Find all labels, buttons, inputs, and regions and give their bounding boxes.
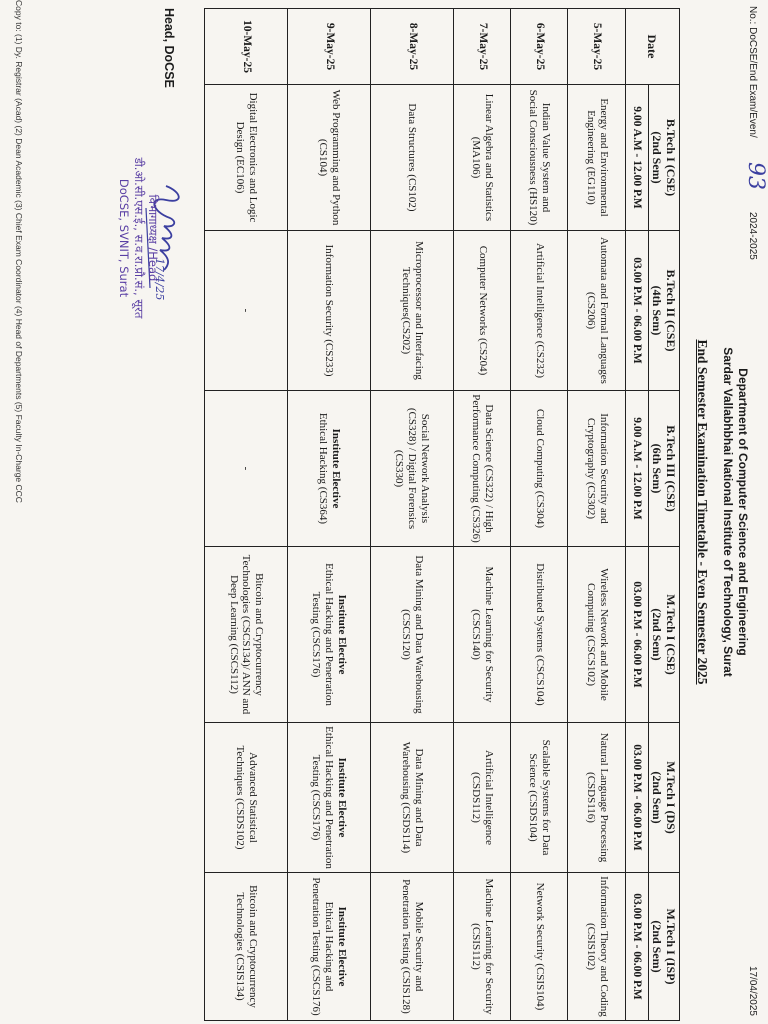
- course-cell: [288, 547, 371, 723]
- course-cell: Energy and Environmental Engineering (EG110): [568, 85, 625, 231]
- course-cell: Natural Language Processing (CSDS116): [568, 723, 625, 873]
- program-name: M.Tech I (DS): [664, 761, 678, 834]
- course-cell: Distributed Systems (CSCS104): [511, 547, 568, 723]
- course-cell: [288, 873, 371, 1021]
- elective-heading: Institute Elective: [336, 757, 349, 838]
- course-cell: Digital Electronics and Logic Design (EC106): [205, 85, 288, 231]
- copy-to-footer: Copy to: (1) Dy. Registrar (Acad) (2) Dean Academic (3) Chief Exam Coordinator (4) Head of Departments (5) Faculty In-Charge CCC: [14, 0, 24, 503]
- course-cell: -: [205, 231, 288, 391]
- course-cell: Network Security (CSIS104): [511, 873, 568, 1021]
- column-header: [648, 873, 679, 1021]
- course-cell: Data Science (CS322) / High Performance Computing (CS326): [453, 391, 510, 547]
- course-name: Ethical Hacking and Penetration Testing (CSCS176): [310, 877, 336, 1016]
- program-name: B.Tech I (CSE): [664, 118, 678, 197]
- course-cell: Information Theory and Coding (CSIS102): [568, 873, 625, 1021]
- course-cell: Artificial Intelligence (CS232): [511, 231, 568, 391]
- exam-date: 6-May-25: [511, 9, 568, 85]
- handwritten-reference-number: 93: [743, 162, 768, 190]
- exam-date: 9-May-25: [288, 9, 371, 85]
- course-name: Ethical Hacking and Penetration Testing (CSCS176): [310, 563, 336, 706]
- elective-heading: Institute Elective: [336, 594, 349, 675]
- course-cell: Artificial Intelligence (CSDS112): [453, 723, 510, 873]
- course-cell: Data Mining and Data Warehousing (CSCS120): [370, 547, 453, 723]
- reference-number: No.: DoCSE/End Exam/Even/: [747, 6, 758, 138]
- course-cell: Information Security and Cryptography (CS302): [568, 391, 625, 547]
- course-cell: Bitcoin and Cryptocurrency Technologies (CSIS134): [205, 873, 288, 1021]
- course-cell: Advanced Statistical Techniques (CSDS102): [205, 723, 288, 873]
- semester-label: (2nd Sem): [649, 131, 664, 184]
- timetable-title: End Semester Examination Timetable - Even Semester 2025: [695, 339, 710, 685]
- stamp-line: डी.ओ.सी.एस.ई., स.व.रा.प्रौ.सं., सूरत: [131, 157, 146, 319]
- semester-label: (2nd Sem): [649, 608, 664, 661]
- exam-time: 03.00 P.M - 06.00 P.M: [625, 231, 648, 391]
- signature-block: [76, 8, 196, 408]
- semester-label: (4th Sem): [649, 285, 664, 336]
- course-cell: Mobile Security and Penetration Testing (CSIS128): [370, 873, 453, 1021]
- course-cell: Microprocessor and Interfacing Techniques(CS202): [370, 231, 453, 391]
- course-cell: Web Programming and Python (CS104): [288, 85, 371, 231]
- head-label: Head, DoCSE: [162, 8, 176, 88]
- academic-year: 2024-2025: [747, 212, 758, 260]
- course-cell: Bitcoin and Cryptocurrency Technologies (CSCS134)/ ANN and Deep Learning (CSCS112): [205, 547, 288, 723]
- exam-time: 9.00 A.M - 12.00 P.M: [625, 85, 648, 231]
- exam-date: 5-May-25: [568, 9, 625, 85]
- program-name: M.Tech I (CSE): [664, 594, 678, 675]
- table-row: [370, 9, 453, 1021]
- program-name: B.Tech II (CSE): [664, 269, 678, 352]
- exam-time: 03.00 P.M - 06.00 P.M: [625, 873, 648, 1021]
- exam-time: 03.00 P.M - 06.00 P.M: [625, 723, 648, 873]
- date-column-header: Date: [625, 9, 679, 85]
- stamp-line: DoCSE, SVNIT, Surat: [117, 178, 132, 298]
- exam-date: 10-May-25: [205, 9, 288, 85]
- exam-date: 8-May-25: [370, 9, 453, 85]
- course-name: Ethical Hacking (CS364): [316, 412, 329, 525]
- course-cell: [288, 391, 371, 547]
- column-header: [648, 85, 679, 231]
- column-header: [648, 547, 679, 723]
- course-cell: Automata and Formal Languages (CS206): [568, 231, 625, 391]
- program-name: B.Tech III (CSE): [664, 425, 678, 512]
- elective-heading: Institute Elective: [329, 428, 342, 509]
- table-row: [511, 9, 568, 1021]
- column-header: [648, 231, 679, 391]
- table-row: [453, 9, 510, 1021]
- column-header: [648, 391, 679, 547]
- course-cell: Wireless Network and Mobile Computing (CSCS102): [568, 547, 625, 723]
- course-cell: Data Mining and Data Warehousing (CSDS114): [370, 723, 453, 873]
- course-cell: Indian Value System and Social Consciousness (HS120): [511, 85, 568, 231]
- course-name: Ethical Hacking and Penetration Testing (CSCS176): [310, 726, 336, 869]
- course-cell: Computer Networks (CS204): [453, 231, 510, 391]
- course-cell: Data Structures (CS102): [370, 85, 453, 231]
- course-cell: Linear Algebra and Statistics (MA106): [453, 85, 510, 231]
- document-date: 17/04/2025: [747, 965, 758, 1016]
- course-cell: Information Security (CS233): [288, 231, 371, 391]
- course-cell: Machine Learning for Security (CSIS112): [453, 873, 510, 1021]
- official-stamp: [117, 118, 160, 358]
- signature-date: 17/4/25: [153, 258, 166, 301]
- exam-time: 03.00 P.M - 06.00 P.M: [625, 547, 648, 723]
- table-row: [288, 9, 371, 1021]
- course-cell: Social Network Analysis (CS328) / Digital Forensics (CS330): [370, 391, 453, 547]
- program-name: M.Tech I (ISP): [664, 908, 678, 985]
- department-name: Department of Computer Science and Engineering: [736, 368, 750, 656]
- header-row: [648, 9, 679, 1021]
- course-cell: Cloud Computing (CS304): [511, 391, 568, 547]
- course-cell: [288, 723, 371, 873]
- table-row: [568, 9, 625, 1021]
- semester-label: (2nd Sem): [649, 771, 664, 824]
- time-row: [625, 9, 648, 1021]
- elective-heading: Institute Elective: [336, 906, 349, 987]
- institute-name: Sardar Vallabhbhai National Institute of Technology, Surat: [721, 347, 735, 677]
- semester-label: (2nd Sem): [649, 920, 664, 973]
- exam-time: 9.00 A.M - 12.00 P.M: [625, 391, 648, 547]
- table-row: [205, 9, 288, 1021]
- column-header: [648, 723, 679, 873]
- semester-label: (6th Sem): [649, 443, 664, 494]
- stamp-line: विभागाध्यक्ष /Head: [146, 194, 160, 282]
- course-cell: -: [205, 391, 288, 547]
- course-cell: Scalable Systems for Data Science (CSDS104): [511, 723, 568, 873]
- exam-timetable: [204, 8, 680, 1021]
- course-cell: Machine Learning for Security (CSCS140): [453, 547, 510, 723]
- exam-date: 7-May-25: [453, 9, 510, 85]
